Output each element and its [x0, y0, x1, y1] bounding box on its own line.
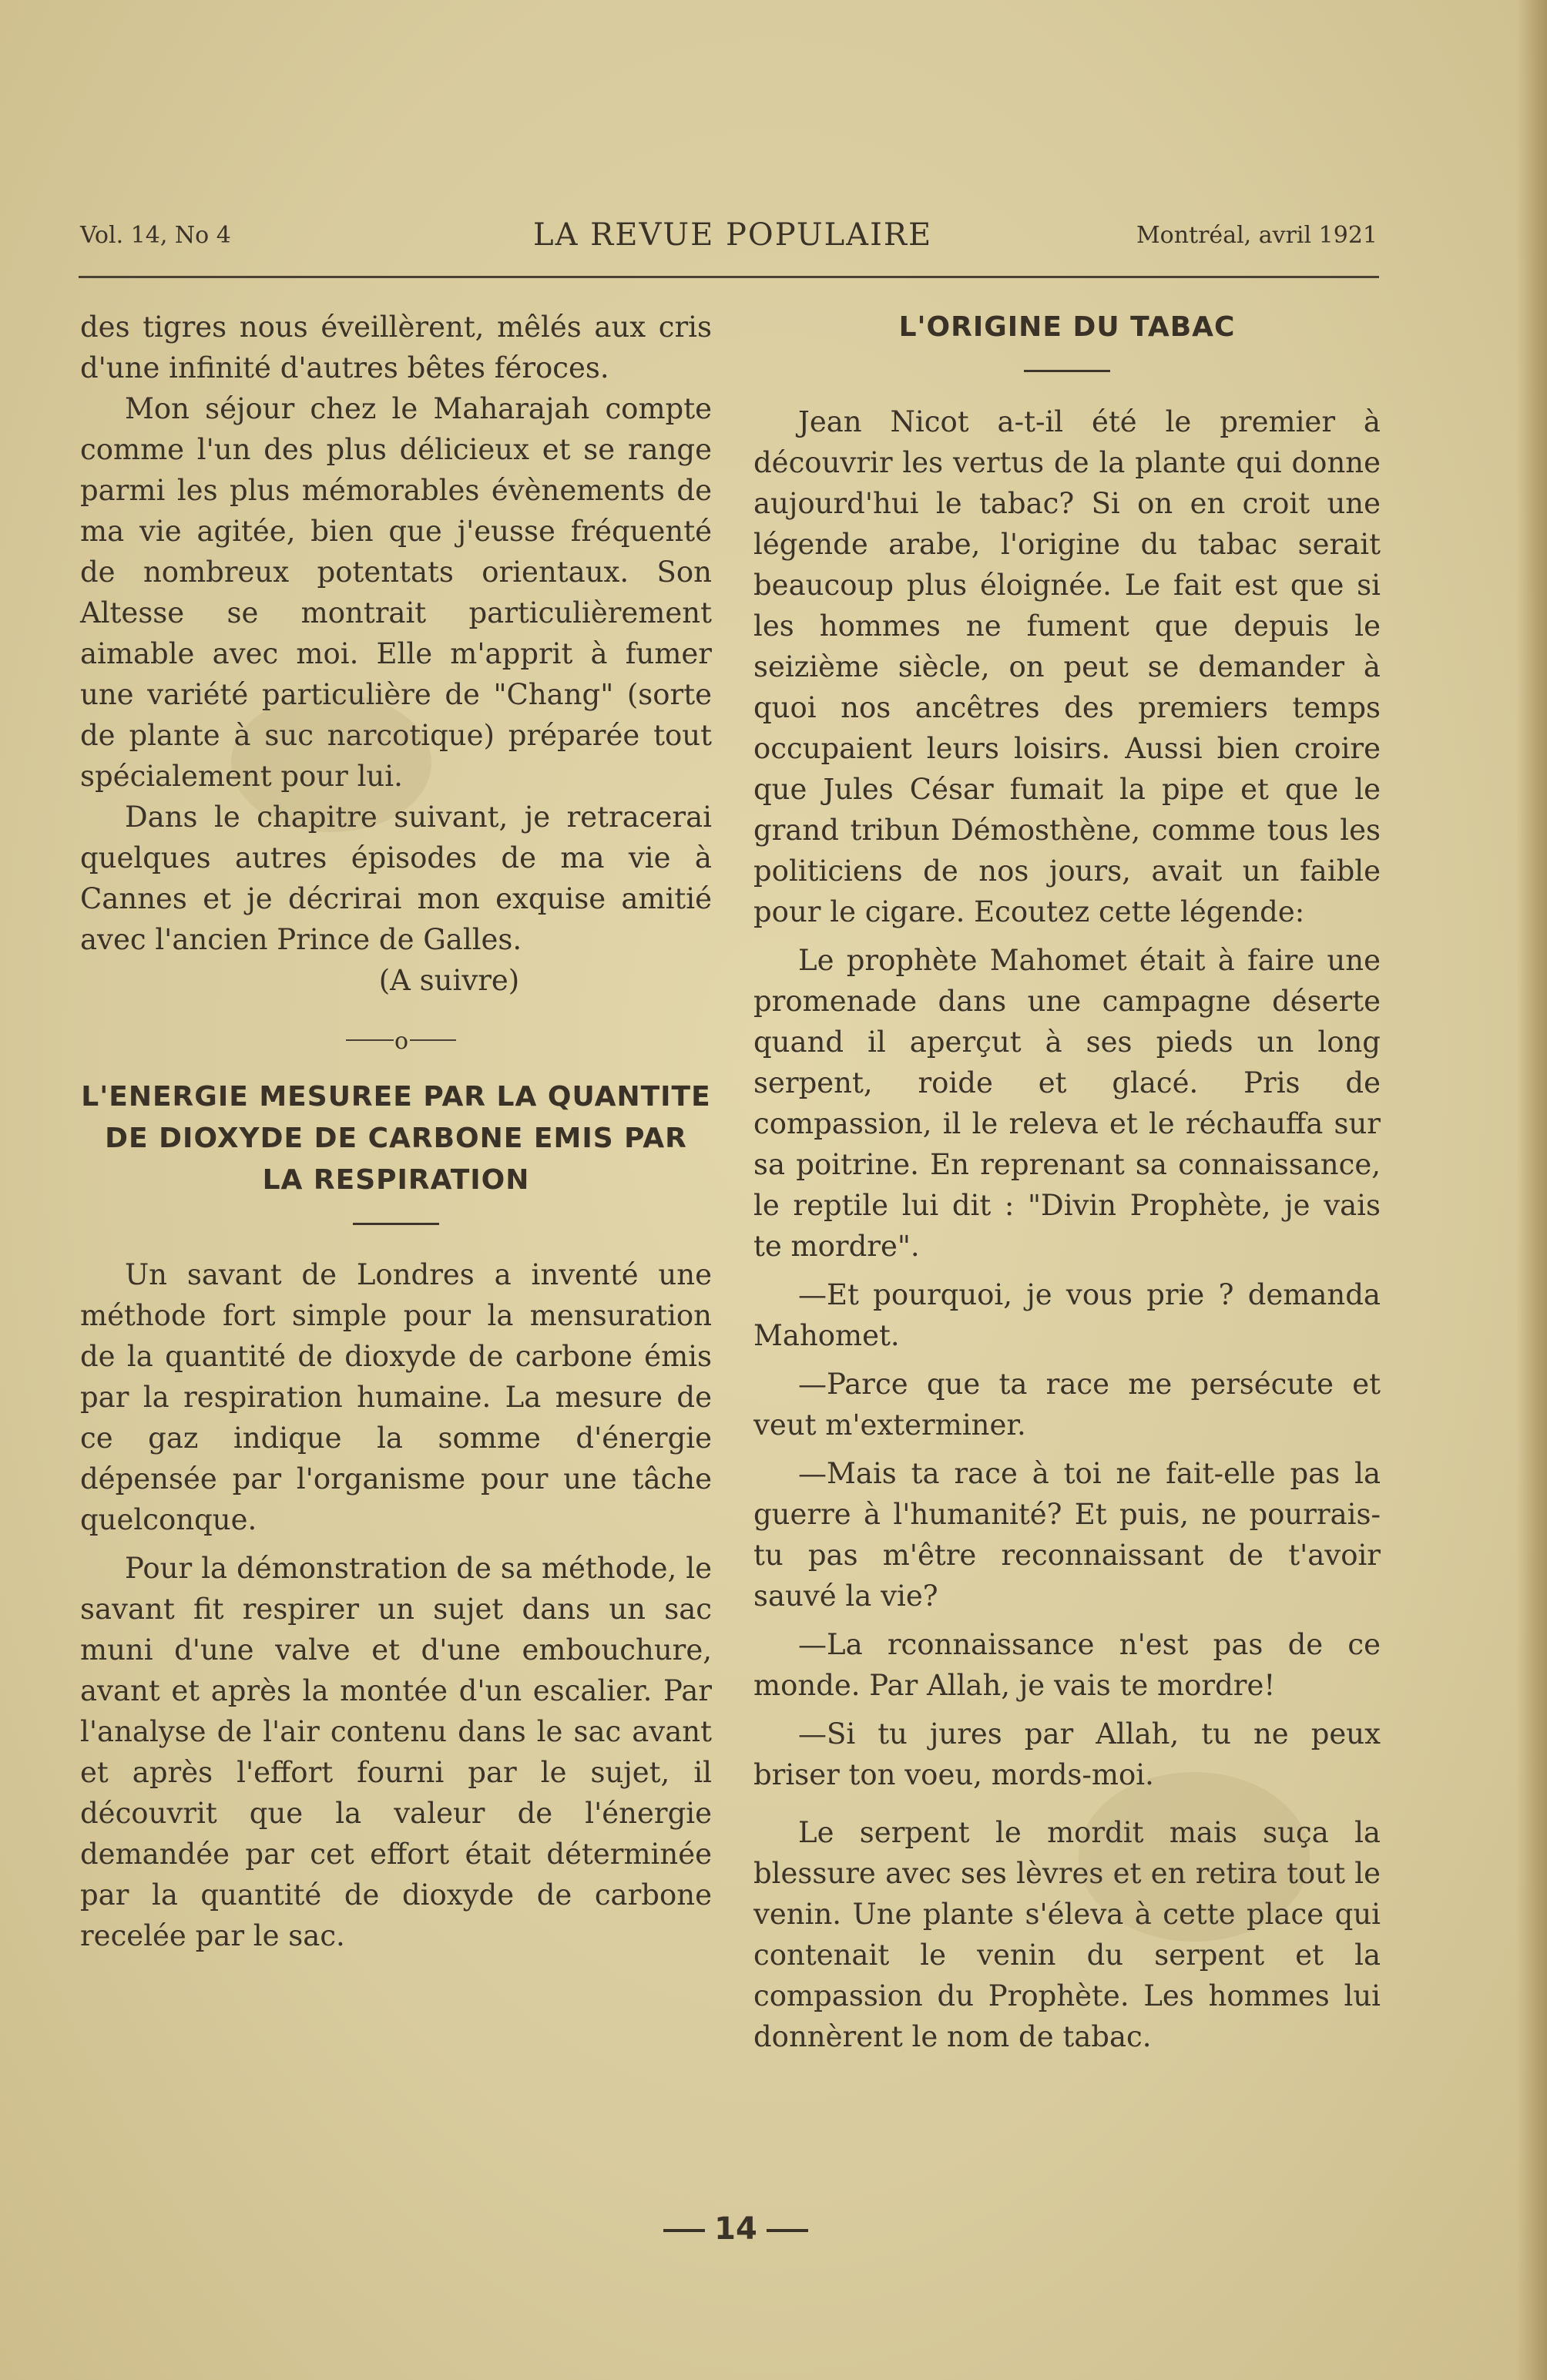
paragraph: Le serpent le mordit mais suça la blessure avec ses lèvres et en retira tout le venin. Une plante s'éleva à cette place qui contenait le venin du serpent et la compassion du Prophète. Les hommes lui donnèrent le nom de tabac. — [753, 1816, 1381, 2053]
paragraph: Mon séjour chez le Maharajah compte comme l'un des plus délicieux et se range parmi les plus mémorables évènements de ma vie agitée, bien que j'eusse fréquenté de nombreux potentats orientaux. Son Altesse se montrait particulièrement aimable avec moi. Elle m'apprit à fumer une variété particulière de "Chang" (sorte de plante à suc narcotique) préparée tout spécialement pour lui. — [80, 392, 712, 793]
paragraph: Pour la démonstration de sa méthode, le savant fit respirer un sujet dans un sac muni d'une valve et d'une embouchure, avant et après la montée d'un escalier. Par l'analyse de l'air contenu dans le sac avant et après l'effort fourni par le sujet, il découvrit que la valeur de l'énergie demandée par cet effort était déterminée par la quantité de dioxyde de carbone recelée par le sac. — [80, 1552, 712, 1952]
title-rule — [353, 1223, 439, 1225]
dialogue-line: —La rconnaissance n'est pas de ce monde. Par Allah, je vais te mordre! — [753, 1628, 1381, 1702]
volume-number: Vol. 14, No 4 — [80, 222, 231, 249]
paragraph: Un savant de Londres a inventé une méthode fort simple pour la mensuration de la quantité de dioxyde de carbone émis par la respiration humaine. La mesure de ce gaz indique la somme d'énergie dépensée par l'organisme pour une tâche quelconque. — [80, 1258, 712, 1536]
issue-date: Montréal, avril 1921 — [1136, 222, 1378, 249]
dash-left — [663, 2229, 705, 2232]
section-separator — [80, 1016, 712, 1062]
paragraph: Dans le chapitre suivant, je retracerai quelques autres épisodes de ma vie à Cannes et je décrirai mon exquise amitié avec l'ancien Prince de Galles. — [80, 801, 712, 956]
paragraph: Jean Nicot a-t-il été le premier à découvrir les vertus de la plante qui donne aujourd'hui le tabac? Si on en croit une légende arabe, l'origine du tabac serait beaucoup plus éloignée. Le fait est que si les hommes ne fument que depuis le seizième siècle, on peut se demander à quoi nos ancêtres des premiers temps occupaient leurs loisirs. Aussi bien croire que Jules César fumait la pipe et que le grand tribun Démosthène, comme tous les politiciens de nos jours, avait un faible pour le cigare. Ecoutez cette légende: — [753, 405, 1381, 928]
to-be-continued: (A suivre) — [378, 964, 520, 997]
page-number — [647, 2211, 824, 2247]
dialogue-line: —Mais ta race à toi ne fait-elle pas la guerre à l'humanité? Et puis, ne pourrais-tu pas m'être reconnaissant de t'avoir sauvé la vie? — [753, 1457, 1381, 1613]
publication-title: LA REVUE POPULAIRE — [533, 217, 933, 253]
right-column — [753, 307, 1381, 2057]
separator-mark: o — [394, 1028, 409, 1055]
dash-right — [767, 2229, 808, 2232]
dialogue-line: —Et pourquoi, je vous prie ? demanda Mahomet. — [753, 1278, 1381, 1352]
page-edge — [1516, 0, 1547, 2380]
dialogue-line: —Si tu jures par Allah, tu ne peux briser ton voeu, mords-moi. — [753, 1717, 1381, 1791]
article-title-tabac: L'ORIGINE DU TABAC — [898, 311, 1236, 343]
dialogue-line: —Parce que ta race me persécute et veut m'exterminer. — [753, 1368, 1381, 1442]
left-column — [80, 307, 712, 1956]
header-rule — [79, 276, 1379, 278]
separator-line — [346, 1039, 394, 1041]
separator-line — [410, 1039, 456, 1041]
page-header — [80, 217, 1378, 268]
page-number-value: 14 — [714, 2211, 757, 2247]
article-title-energie: L'ENERGIE MESUREE PAR LA QUANTITE DE DIOXYDE DE CARBONE EMIS PAR LA RESPIRATION — [81, 1081, 711, 1196]
continued-paragraph: des tigres nous éveillèrent, mêlés aux cris d'une infinité d'autres bêtes féroces. — [80, 311, 712, 384]
paragraph: Le prophète Mahomet était à faire une promenade dans une campagne déserte quand il aperçut à ses pieds un long serpent, roide et glacé. Pris de compassion, il le releva et le réchauffa sur sa poitrine. En reprenant sa connaissance, le reptile lui dit : "Divin Prophète, je vais te mordre". — [753, 944, 1381, 1263]
title-rule — [1024, 370, 1110, 372]
